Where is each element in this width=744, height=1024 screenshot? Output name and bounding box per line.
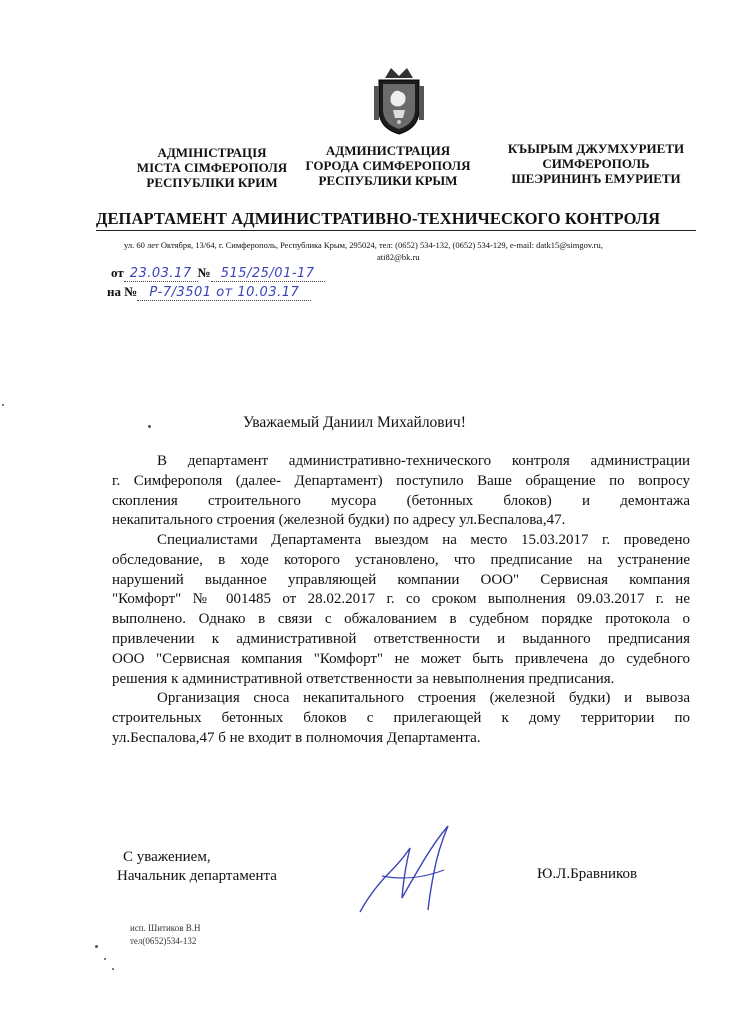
body-line: В департамент административно-технического контроля администрации <box>157 453 690 469</box>
signatory-name: Ю.Л.Бравников <box>537 866 638 882</box>
header-line: СИМФЕРОПОЛЬ <box>542 156 650 171</box>
body-line: некапитального строения (железной будки) по адресу ул.Беспалова,47. <box>112 512 566 529</box>
position: Начальник департамента <box>117 868 277 884</box>
department-title: ДЕПАРТАМЕНТ АДМИНИСТРАТИВНО-ТЕХНИЧЕСКОГО КОНТРОЛЯ <box>96 209 661 228</box>
paragraph-2 <box>112 531 690 689</box>
closing: С уважением, <box>123 849 211 865</box>
header-line: ГОРОДА СИМФЕРОПОЛЯ <box>305 158 471 173</box>
header-divider <box>96 230 696 231</box>
incoming-reference <box>107 283 311 301</box>
header-line: АДМИНИСТРАЦИЯ <box>325 143 451 158</box>
header-line: КЪЫРЫМ ДЖУМХУРИЕТИ <box>507 141 685 156</box>
paragraph-3 <box>112 689 690 748</box>
outgoing-date: 23.03.17 <box>124 266 198 282</box>
header-line: РЕСПУБЛИКИ КРЫМ <box>318 173 458 188</box>
greeting: Уважаемый Даниил Михайлович! <box>243 414 466 431</box>
address-line: ул. 60 лет Октября, 13/64, г. Симферополь, Республика Крым, 295024, тел: (0652) 534-132, (0652) 534-129, e-mail: datk15@simgov.ru, <box>124 240 603 250</box>
body-line: ООО "Сервисная компания "Комфорт" не может быть привлечена до судебного <box>112 650 690 667</box>
header-crimean-tatar <box>496 141 696 186</box>
email-line: ati82@bk.ru <box>377 252 420 262</box>
outgoing-reference <box>111 264 325 282</box>
scan-speck <box>95 945 98 948</box>
from-label: от <box>111 265 124 280</box>
executor-phone: тел(0652)534-132 <box>130 936 197 946</box>
header-line: РЕСПУБЛІКИ КРИМ <box>146 175 278 190</box>
body-line: "Комфорт" № 001485 от 28.02.2017 г. со сроком выполнения 09.03.2017 г. не <box>112 591 690 608</box>
body-line: обследование, в ходе которого установлено, что предписание на устранение <box>112 551 690 568</box>
signature-block <box>117 848 277 886</box>
body-line: строительных бетонных блоков с прилегающей к дому территории по <box>112 709 690 726</box>
header-ukrainian <box>112 145 312 190</box>
body-line: выполнено. Однако в связи с обжалованием в судебном порядке протокола о <box>112 611 690 628</box>
executor-info <box>130 922 200 948</box>
body-line: решения к административной ответственности за невыполнения предписания. <box>112 670 615 687</box>
body-line: Организация сноса некапитального строения (железной будки) и вывоза <box>157 690 690 706</box>
body-line: ул.Беспалова,47 б не входит в полномочия Департамента. <box>112 729 481 746</box>
incoming-number: Р-7/3501 от 10.03.17 <box>137 285 311 301</box>
body-line: скопления строительного мусора (бетонных блоков) и демонтажа <box>112 492 690 509</box>
header-line: МІСТА СІМФЕРОПОЛЯ <box>136 160 288 175</box>
header-line: ШЕЭРИНИНЪ ЕМУРИЕТИ <box>511 171 681 186</box>
scan-speck <box>104 958 106 960</box>
scan-speck <box>112 968 114 970</box>
header-line: АДМІНІСТРАЦІЯ <box>157 145 267 160</box>
scan-speck <box>148 425 151 428</box>
executor-name: исп. Шитиков В.Н <box>130 923 201 933</box>
body-line: Специалистами Департамента выездом на место 15.03.2017 г. проведено <box>157 532 690 548</box>
header-russian <box>288 143 488 188</box>
coat-of-arms-emblem <box>371 66 427 136</box>
scan-speck <box>2 404 4 406</box>
body-line: привлечении к административной ответственности и выданного предписания <box>112 630 690 647</box>
outgoing-number: 515/25/01-17 <box>211 266 325 282</box>
on-number-label: на № <box>107 284 138 299</box>
body-line: г. Симферополя (далее- Департамент) поступило Ваше обращение по вопросу <box>112 472 690 489</box>
paragraph-1 <box>112 452 690 531</box>
handwritten-signature <box>352 820 462 920</box>
body-line: нарушений выданное управляющей компании ООО" Сервисная компания <box>112 571 690 588</box>
number-label: № <box>197 265 211 280</box>
